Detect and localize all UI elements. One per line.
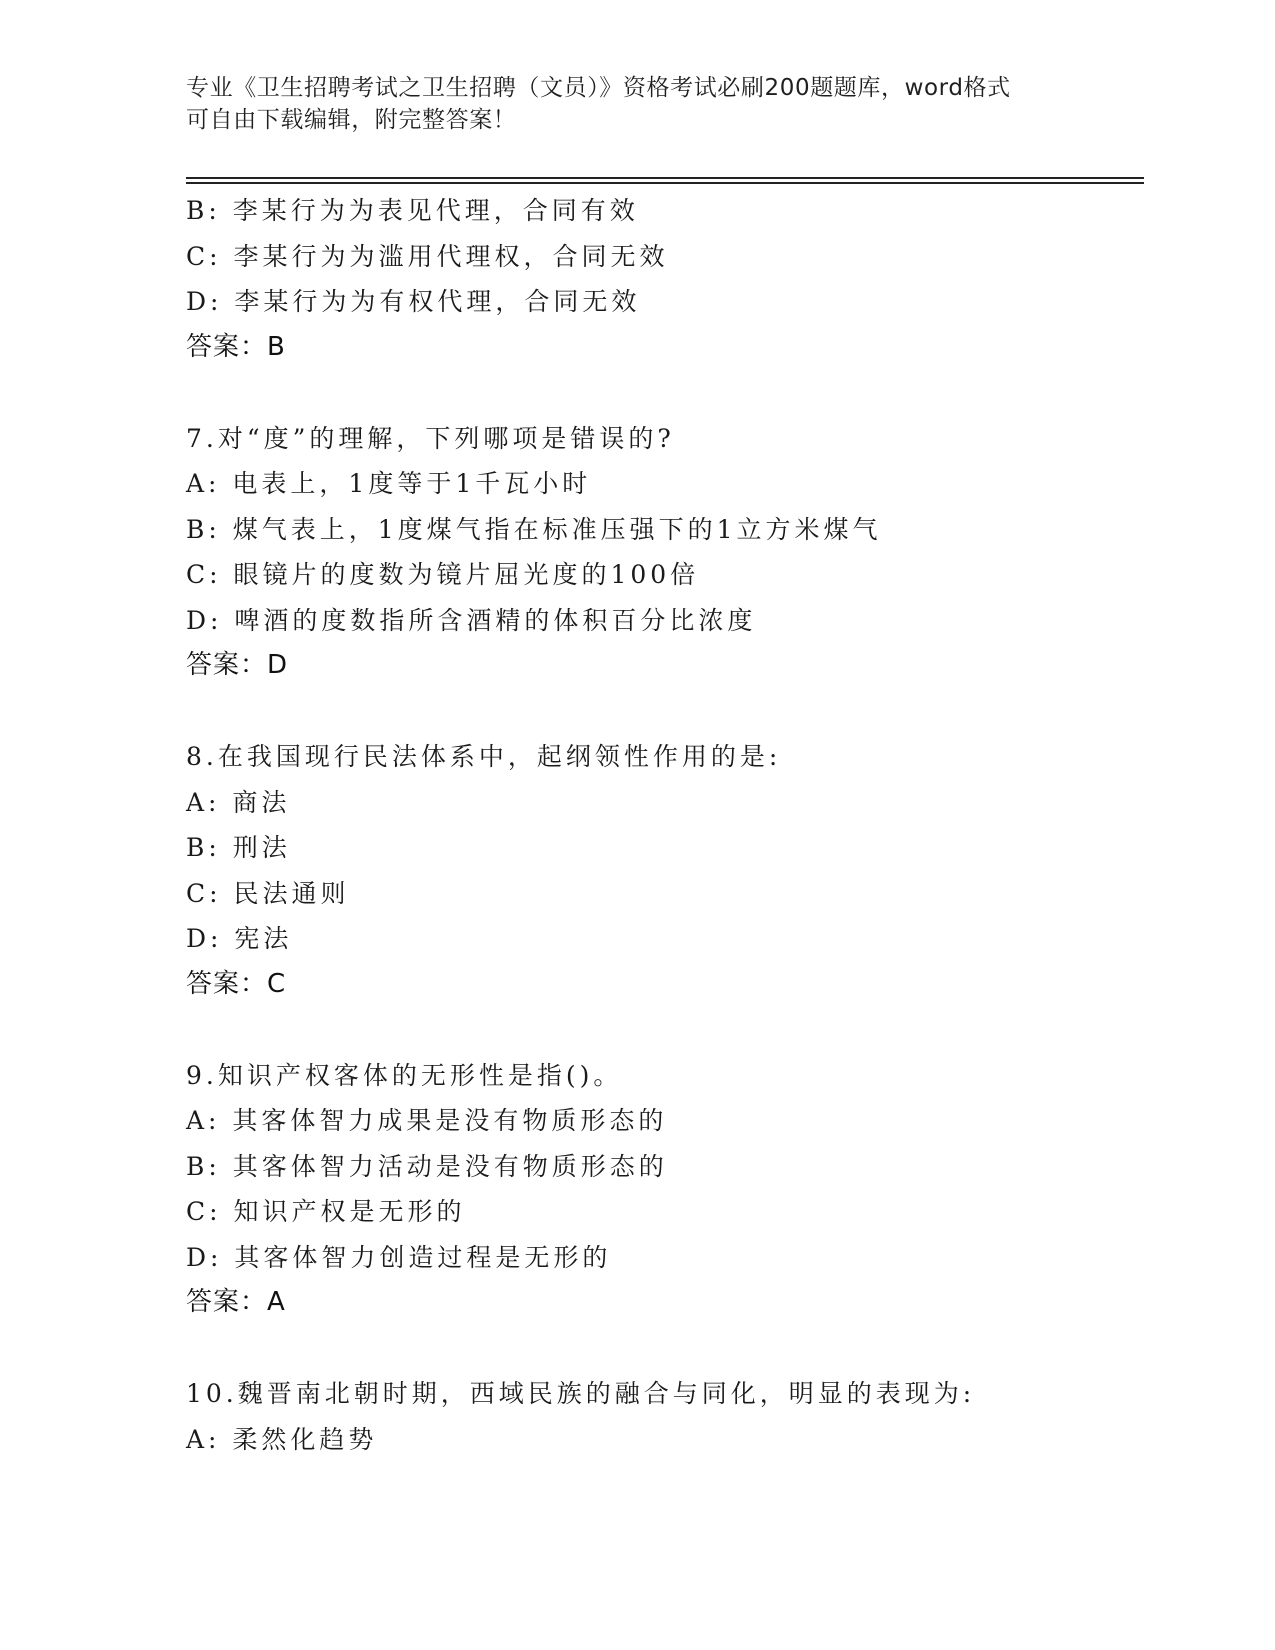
question-8 (186, 734, 1126, 1007)
option-d: D: 李某行为为有权代理，合同无效 (186, 287, 641, 316)
answer-line: 答案：B (186, 331, 286, 362)
question-text: 7.对“度”的理解，下列哪项是错误的? (186, 423, 675, 453)
option-d: D: 其客体智力创造过程是无形的 (186, 1242, 612, 1272)
option-d: D: 宪法 (186, 924, 293, 953)
option-c: C: 李某行为为滥用代理权，合同无效 (186, 241, 669, 271)
option-a: A: 其客体智力成果是没有物质形态的 (186, 1106, 668, 1135)
spacer (186, 370, 1126, 416)
option-a: A: 电表上，1度等于1千瓦小时 (186, 469, 592, 498)
option-c: C: 民法通则 (186, 878, 350, 908)
spacer (186, 1326, 1126, 1372)
option-c: C: 知识产权是无形的 (186, 1197, 466, 1226)
question-text: 8.在我国现行民法体系中，起纲领性作用的是: (186, 742, 782, 771)
option-b: B: 李某行为为表见代理，合同有效 (186, 196, 639, 225)
spacer (186, 689, 1126, 735)
answer-line: 答案：C (186, 968, 287, 999)
answer-line: 答案：A (186, 1287, 286, 1317)
header-title-line-1: 专业《卫生招聘考试之卫生招聘（文员）》资格考试必刷200题题库，word格式 (186, 75, 1011, 101)
header-divider-top (186, 177, 1144, 179)
question-6-continued (186, 188, 1126, 370)
answer-line: 答案：D (186, 650, 289, 680)
question-list (186, 188, 1126, 1462)
question-10 (186, 1371, 1126, 1462)
option-b: B: 刑法 (186, 833, 291, 862)
document-header (186, 72, 1086, 136)
header-divider-bottom (186, 182, 1144, 184)
option-b: B: 其客体智力活动是没有物质形态的 (186, 1151, 668, 1181)
question-text: 10.魏晋南北朝时期，西域民族的融合与同化，明显的表现为: (186, 1379, 976, 1408)
spacer (186, 1007, 1126, 1053)
question-7 (186, 416, 1126, 689)
header-title-line-2: 可自由下载编辑，附完整答案！ (186, 107, 517, 133)
option-d: D: 啤酒的度数指所含酒精的体积百分比浓度 (186, 605, 757, 635)
question-text: 9.知识产权客体的无形性是指()。 (186, 1060, 623, 1090)
option-a: A: 商法 (186, 787, 291, 817)
option-b: B: 煤气表上，1度煤气指在标准压强下的1立方米煤气 (186, 514, 882, 544)
option-a: A: 柔然化趋势 (186, 1424, 378, 1454)
question-9 (186, 1053, 1126, 1326)
option-c: C: 眼镜片的度数为镜片屈光度的100倍 (186, 560, 700, 589)
